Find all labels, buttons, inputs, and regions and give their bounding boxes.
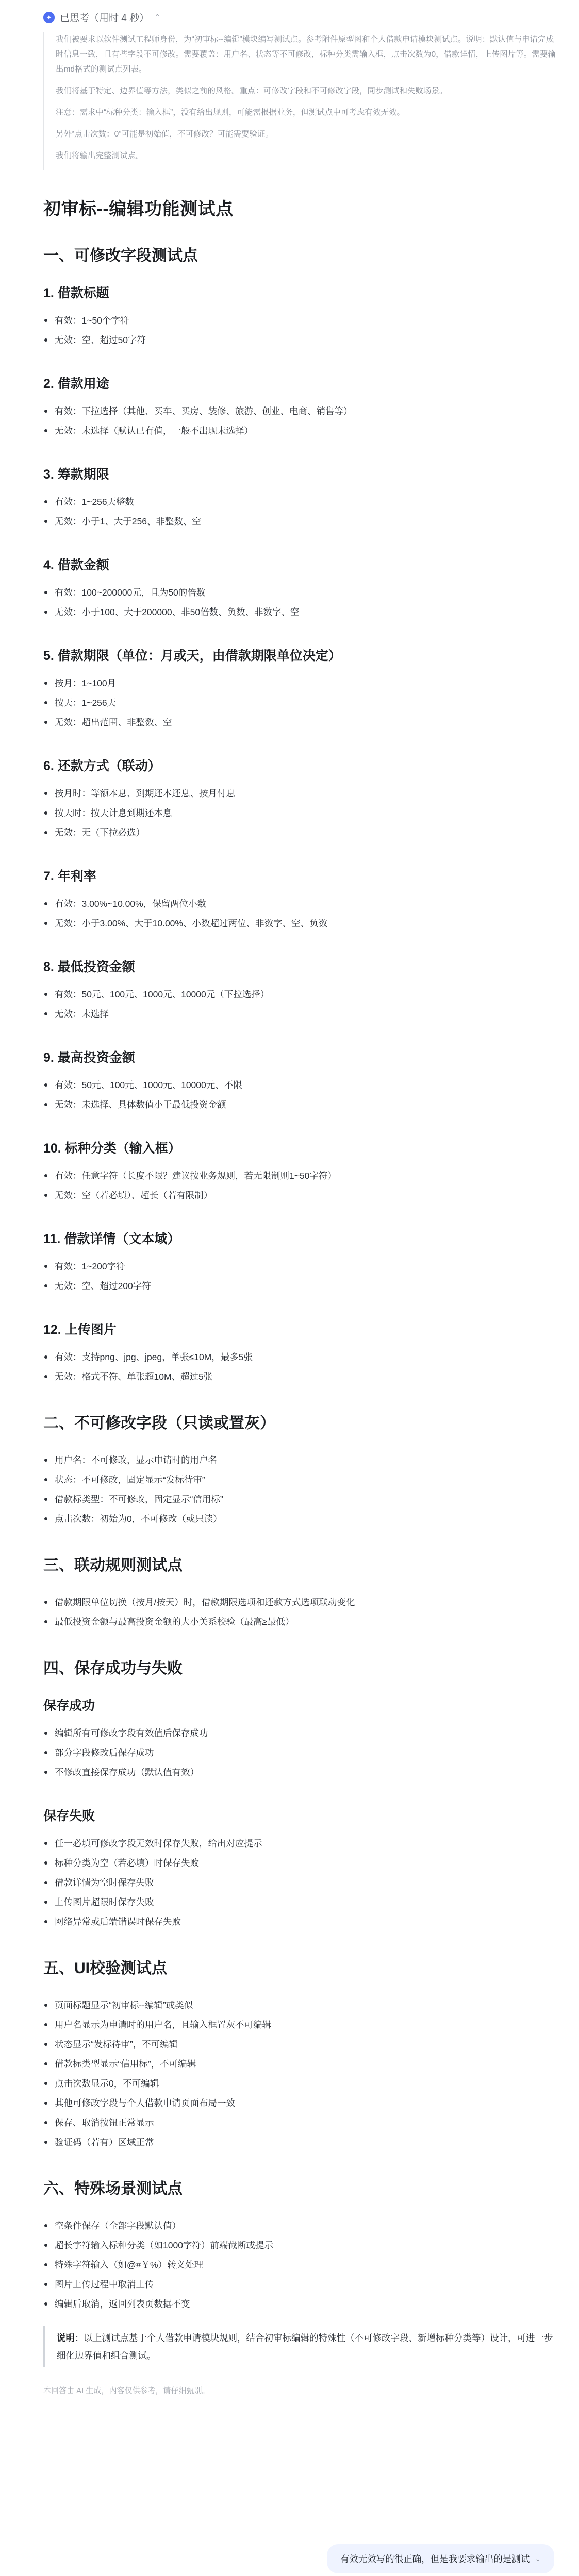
chevron-up-icon: ⌃ <box>154 13 160 21</box>
subsection-heading: 保存成功 <box>43 1699 95 1713</box>
section-heading: 一、可修改字段测试点 <box>43 247 198 264</box>
list-item: 无效：小于100、大于200000、非50倍数、负数、非数字、空 <box>43 602 554 622</box>
list-item: 部分字段修改后保存成功 <box>43 1743 554 1762</box>
save-ok-list <box>43 1723 554 1782</box>
linkage-list <box>43 1592 554 1632</box>
field-test-list <box>43 673 554 732</box>
section-heading: 六、特殊场景测试点 <box>43 2180 183 2197</box>
list-item: 超长字符输入标种分类（如1000字符）前端截断或提示 <box>43 2235 554 2255</box>
thinking-paragraph: 我们被要求以软件测试工程师身份，为“初审标--编辑”模块编写测试点。参考附件原型图和个人借款申请模块测试点。说明：默认值与申请完成时信息一致，且有些字段不可修改。需要覆盖：用户名、状态等不可修改，标种分类需输入框，点击次数为0，借款详情，上传图片等。需要输出md格式的测试点列表。 <box>56 35 556 74</box>
field-heading: 12. 上传图片 <box>43 1323 117 1337</box>
thinking-paragraph: 另外“点击次数：0”可能是初始值，不可修改？可能需要验证。 <box>56 130 273 139</box>
list-item: 按月：1~100月 <box>43 673 554 693</box>
list-item: 无效：格式不符、单张超10M、超过5张 <box>43 1367 554 1386</box>
thinking-paragraph: 注意：需求中“标种分类：输入框”，没有给出规则，可能需根据业务，但测试点中可考虑有效无效。 <box>56 108 405 117</box>
editable-fields <box>43 283 554 1386</box>
field-block <box>43 283 554 350</box>
list-item: 标种分类为空（若必填）时保存失败 <box>43 1853 554 1873</box>
field-block <box>43 1047 554 1114</box>
field-test-list <box>43 1075 554 1114</box>
field-heading: 2. 借款用途 <box>43 377 109 391</box>
field-heading: 8. 最低投资金额 <box>43 960 135 974</box>
list-item: 点击次数：初始为0，不可修改（或只读） <box>43 1509 554 1529</box>
list-item: 点击次数显示0，不可编辑 <box>43 2074 554 2093</box>
note-label: 说明 <box>57 2333 75 2343</box>
list-item: 无效：空、超过50字符 <box>43 330 554 350</box>
list-item: 借款标类型：不可修改，固定显示“信用标” <box>43 1489 554 1509</box>
field-test-list <box>43 1347 554 1386</box>
thinking-toggle[interactable] <box>43 10 160 24</box>
list-item: 保存、取消按钮正常显示 <box>43 2113 554 2132</box>
list-item: 有效：下拉选择（其他、买车、买房、装修、旅游、创业、电商、销售等） <box>43 401 554 421</box>
answer-title: 初审标--编辑功能测试点 <box>43 199 234 219</box>
field-test-list <box>43 492 554 531</box>
list-item: 无效：无（下拉必选） <box>43 823 554 842</box>
note-text: ：以上测试点基于个人借款申请模块规则，结合初审标编辑的特殊性（不可修改字段、新增标种分类等）设计，可进一步细化边界值和组合测试。 <box>57 2333 553 2361</box>
list-item: 借款期限单位切换（按月/按天）时，借款期限选项和还款方式选项联动变化 <box>43 1592 554 1612</box>
list-item: 无效：空（若必填）、超长（若有限制） <box>43 1185 554 1205</box>
field-test-list <box>43 1166 554 1205</box>
list-item: 有效：100~200000元，且为50的倍数 <box>43 583 554 602</box>
subsection-heading: 保存失败 <box>43 1809 95 1823</box>
list-item: 用户名：不可修改，显示申请时的用户名 <box>43 1450 554 1470</box>
list-item: 借款详情为空时保存失败 <box>43 1873 554 1892</box>
list-item: 上传图片超限时保存失败 <box>43 1892 554 1912</box>
thinking-header-label: 已思考（用时 4 秒） <box>60 13 150 24</box>
readonly-list <box>43 1450 554 1529</box>
thinking-paragraph: 我们将基于特定、边界值等方法，类似之前的风格。重点：可修改字段和不可修改字段，同步测试和失败场景。 <box>56 87 448 95</box>
field-block <box>43 555 554 622</box>
ai-disclaimer: 本回答由 AI 生成，内容仅供参考，请仔细甄别。 <box>43 2386 210 2395</box>
field-test-list <box>43 784 554 842</box>
section-heading: 四、保存成功与失败 <box>43 1660 183 1677</box>
list-item: 任一必填可修改字段无效时保存失败，给出对应提示 <box>43 1834 554 1853</box>
list-item: 页面标题显示“初审标--编辑”或类似 <box>43 1995 554 2015</box>
field-heading: 5. 借款期限（单位：月或天，由借款期限单位决定） <box>43 649 341 663</box>
field-heading: 7. 年利率 <box>43 869 96 884</box>
list-item: 按天：1~256天 <box>43 693 554 713</box>
list-item: 有效：50元、100元、1000元、10000元、不限 <box>43 1075 554 1095</box>
list-item: 状态显示“发标待审”，不可编辑 <box>43 2035 554 2054</box>
field-test-list <box>43 583 554 622</box>
field-block <box>43 957 554 1024</box>
list-item: 无效：小于3.00%、大于10.00%、小数超过两位、非数字、空、负数 <box>43 913 554 933</box>
field-block <box>43 646 554 732</box>
list-item: 最低投资金额与最高投资金额的大小关系校验（最高≥最低） <box>43 1612 554 1632</box>
list-item: 无效：未选择 <box>43 1004 554 1024</box>
save-fail-list <box>43 1834 554 1931</box>
field-block <box>43 1319 554 1386</box>
field-block <box>43 1138 554 1205</box>
list-item: 不修改直接保存成功（默认值有效） <box>43 1762 554 1782</box>
ui-list <box>43 1995 554 2152</box>
field-block <box>43 756 554 842</box>
thinking-paragraph: 我们将输出完整测试点。 <box>56 151 144 160</box>
list-item: 无效：小于1、大于256、非整数、空 <box>43 512 554 531</box>
field-test-list <box>43 1257 554 1296</box>
list-item: 其他可修改字段与个人借款申请页面布局一致 <box>43 2093 554 2113</box>
list-item: 无效：未选择（默认已有值，一般不出现未选择） <box>43 421 554 440</box>
list-item: 图片上传过程中取消上传 <box>43 2275 554 2294</box>
user-message-text: 有效无效写的很正确，但是我要求输出的是测试 <box>340 2554 530 2564</box>
user-message-bubble <box>327 2544 554 2573</box>
list-item: 编辑所有可修改字段有效值后保存成功 <box>43 1723 554 1743</box>
list-item: 网络异常或后端错误时保存失败 <box>43 1912 554 1931</box>
field-block <box>43 374 554 440</box>
section-heading: 五、UI校验测试点 <box>43 1960 167 1977</box>
list-item: 编辑后取消，返回列表页数据不变 <box>43 2294 554 2314</box>
list-item: 无效：未选择、具体数值小于最低投资金额 <box>43 1095 554 1114</box>
field-block <box>43 1229 554 1296</box>
field-test-list <box>43 311 554 350</box>
list-item: 有效：支持png、jpg、jpeg，单张≤10M，最多5张 <box>43 1347 554 1367</box>
field-heading: 11. 借款详情（文本域） <box>43 1232 180 1246</box>
section-heading: 三、联动规则测试点 <box>43 1557 183 1574</box>
thinking-icon: ✦ <box>43 12 55 23</box>
field-block <box>43 464 554 531</box>
list-item: 有效：1~50个字符 <box>43 311 554 330</box>
list-item: 用户名显示为申请时的用户名，且输入框置灰不可编辑 <box>43 2015 554 2035</box>
list-item: 有效：1~256天整数 <box>43 492 554 512</box>
list-item: 空条件保存（全部字段默认值） <box>43 2216 554 2235</box>
list-item: 有效：3.00%~10.00%，保留两位小数 <box>43 894 554 913</box>
section-heading: 二、不可修改字段（只读或置灰） <box>43 1415 275 1432</box>
list-item: 按天时：按天计息到期还本息 <box>43 803 554 823</box>
summary-note <box>43 2326 554 2367</box>
list-item: 有效：1~200字符 <box>43 1257 554 1276</box>
special-list <box>43 2216 554 2314</box>
list-item: 有效：50元、100元、1000元、10000元（下拉选择） <box>43 985 554 1004</box>
field-heading: 9. 最高投资金额 <box>43 1050 135 1065</box>
list-item: 状态：不可修改，固定显示“发标待审” <box>43 1470 554 1489</box>
field-test-list <box>43 401 554 440</box>
thinking-content <box>43 32 561 170</box>
list-item: 无效：超出范围、非整数、空 <box>43 713 554 732</box>
list-item: 验证码（若有）区域正常 <box>43 2132 554 2152</box>
field-heading: 6. 还款方式（联动） <box>43 759 161 773</box>
field-test-list <box>43 894 554 933</box>
field-block <box>43 866 554 933</box>
list-item: 有效：任意字符（长度不限？建议按业务规则，若无限制则1~50字符） <box>43 1166 554 1185</box>
list-item: 特殊字符输入（如@#￥%）转义处理 <box>43 2255 554 2275</box>
answer-content <box>43 195 554 2396</box>
field-heading: 3. 筹款期限 <box>43 467 109 482</box>
list-item: 无效：空、超过200字符 <box>43 1276 554 1296</box>
field-test-list <box>43 985 554 1024</box>
field-heading: 4. 借款金额 <box>43 558 109 572</box>
list-item: 按月时：等额本息、到期还本还息、按月付息 <box>43 784 554 803</box>
field-heading: 10. 标种分类（输入框） <box>43 1141 181 1156</box>
list-item: 借款标类型显示“信用标”，不可编辑 <box>43 2054 554 2074</box>
field-heading: 1. 借款标题 <box>43 286 109 300</box>
chevron-down-icon: ⌄ <box>535 2554 541 2563</box>
